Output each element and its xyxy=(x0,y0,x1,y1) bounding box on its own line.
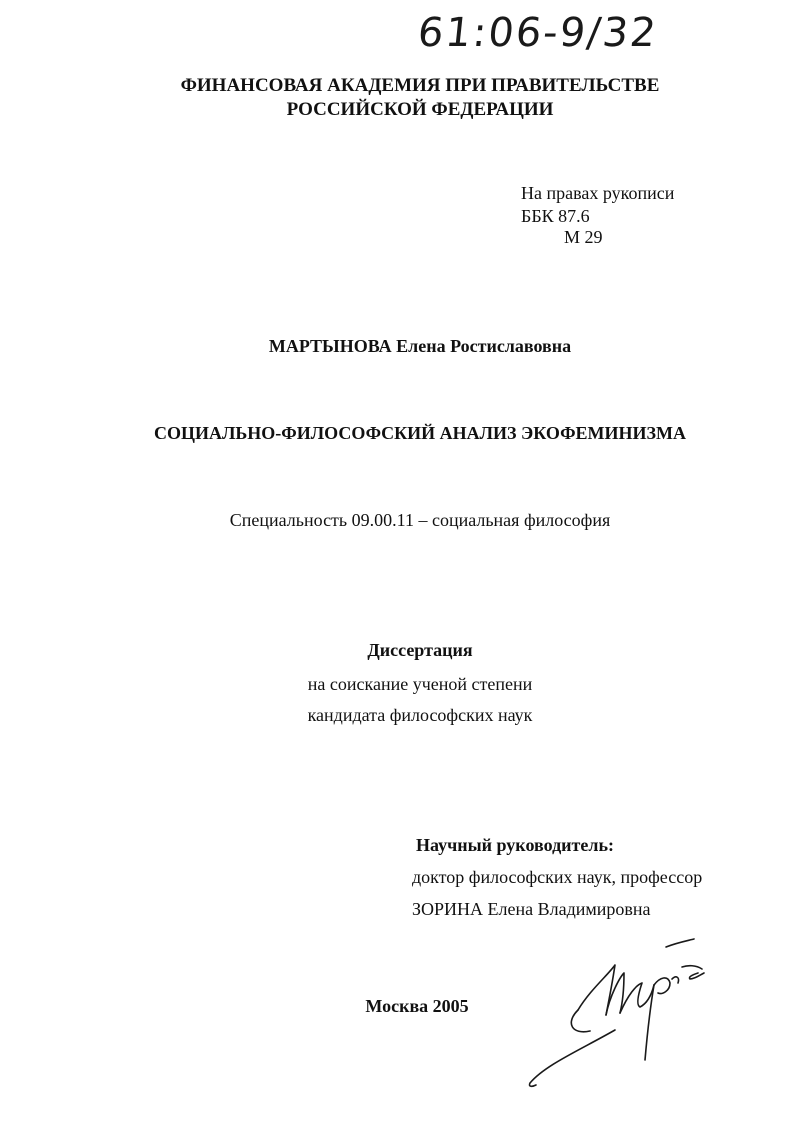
degree-line-2: кандидата философских наук xyxy=(307,705,533,725)
specialty-line: Специальность 09.00.11 – социальная философия xyxy=(229,510,611,530)
manuscript-rights: На правах рукописи xyxy=(521,183,675,203)
signature-image xyxy=(520,935,710,1095)
degree-line-1: на соискание ученой степени xyxy=(307,674,533,694)
author-sign-code: М 29 xyxy=(564,227,603,247)
dissertation-title: СОЦИАЛЬНО-ФИЛОСОФСКИЙ АНАЛИЗ ЭКОФЕМИНИЗМА xyxy=(153,423,687,443)
dissertation-heading: Диссертация xyxy=(367,640,473,660)
advisor-heading: Научный руководитель: xyxy=(416,835,614,855)
archive-code-handwritten: 61:06-9/32 xyxy=(415,10,660,56)
organization-line-2: РОССИЙСКОЙ ФЕДЕРАЦИИ xyxy=(286,99,554,120)
author-name: МАРТЫНОВА Елена Ростиславовна xyxy=(268,336,572,356)
city-year: Москва 2005 xyxy=(365,996,469,1016)
bbk-index: ББК 87.6 xyxy=(521,206,590,226)
organization-line-1: ФИНАНСОВАЯ АКАДЕМИЯ ПРИ ПРАВИТЕЛЬСТВЕ xyxy=(180,75,660,96)
advisor-degree: доктор философских наук, профессор xyxy=(412,867,703,887)
advisor-name: ЗОРИНА Елена Владимировна xyxy=(412,899,651,919)
